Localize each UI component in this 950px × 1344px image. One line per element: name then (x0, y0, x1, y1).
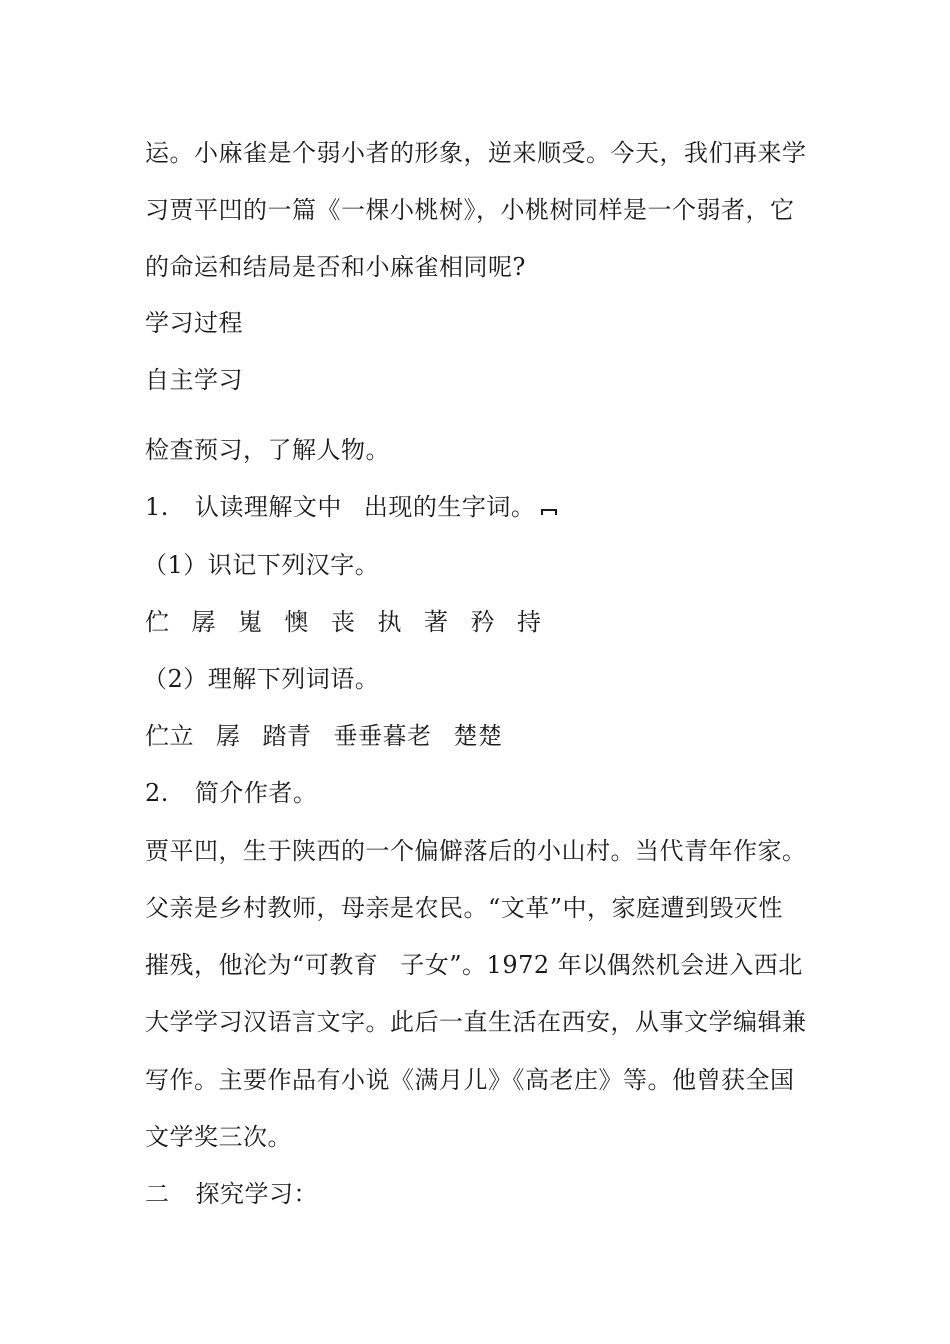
bio-line-6: 文学奖三次。 (145, 1123, 292, 1151)
item-1-text-b: 出现的生字词。 (363, 493, 536, 521)
char: 伫 (145, 608, 170, 636)
intro-line-3: 的命运和结局是否和小麻雀相同呢? (145, 253, 526, 281)
item-2-number: 2. (145, 779, 169, 807)
char: 嵬 (238, 608, 263, 636)
intro-line-2: 习贾平凹的一篇《一棵小桃树》，小桃树同样是一个弱者，它 (145, 196, 795, 224)
item-1-number: 1. (145, 493, 169, 521)
word: 垂垂暮老 (333, 722, 432, 750)
char-list (145, 607, 542, 637)
word: 楚楚 (453, 722, 503, 750)
bio-line-3-b: 子女”。1972 年以偶然机会进入西北 (400, 951, 803, 979)
item-2 (145, 778, 317, 808)
section-2-heading (145, 1179, 318, 1209)
char: 丧 (331, 608, 356, 636)
item-1 (145, 492, 557, 522)
item-1-text-a: 认读理解文中 (194, 493, 342, 521)
char: 懊 (284, 608, 309, 636)
char: 矜 (470, 608, 495, 636)
bio-line-5: 写作。主要作品有小说《满月儿》《高老庄》等。他曾获全国 (145, 1066, 795, 1094)
word: 孱 (216, 722, 241, 750)
bracket-mark-icon (541, 507, 557, 517)
bio-line-3-a: 摧残，他沦为“可教育 (145, 951, 379, 979)
bio-line-4: 大学学习汉语言文字。此后一直生活在西安，从事文学编辑兼 (145, 1008, 807, 1036)
word-list (145, 721, 503, 751)
heading-learning-process: 学习过程 (145, 309, 243, 337)
bio-line-2: 父亲是乡村教师，母亲是农民。“文革”中，家庭遭到毁灭性 (145, 894, 784, 922)
char: 孱 (191, 608, 216, 636)
heading-self-study: 自主学习 (145, 366, 243, 394)
check-preview: 检查预习，了解人物。 (145, 436, 390, 464)
item-2-text: 简介作者。 (194, 779, 318, 807)
sub-item-2: （2）理解下列词语。 (143, 665, 380, 693)
word: 踏青 (262, 722, 312, 750)
word: 伫立 (145, 722, 194, 750)
section-2-text: 探究学习： (195, 1180, 318, 1208)
char: 执 (377, 608, 402, 636)
bio-line-3 (145, 950, 803, 980)
char: 持 (517, 608, 542, 636)
char: 著 (424, 608, 449, 636)
intro-line-1: 运。小麻雀是个弱小者的形象，逆来顺受。今天，我们再来学 (145, 139, 807, 167)
bio-line-1: 贾平凹，生于陕西的一个偏僻落后的小山村。当代青年作家。 (145, 837, 807, 865)
sub-item-1: （1）识记下列汉字。 (143, 551, 380, 579)
section-2-number: 二 (145, 1180, 170, 1208)
